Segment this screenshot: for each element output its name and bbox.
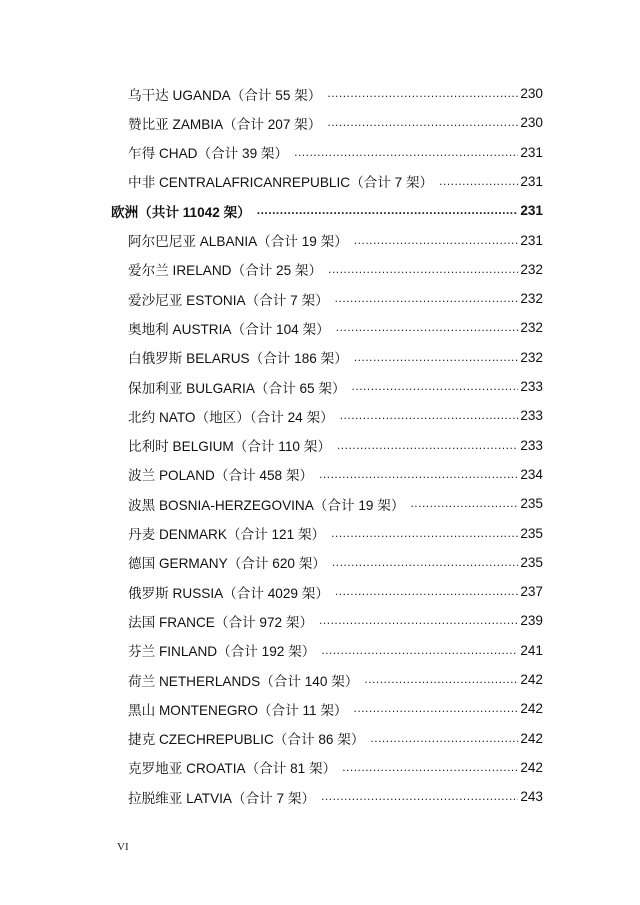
toc-section-europe[interactable] bbox=[111, 196, 543, 225]
toc-entry-label: 波兰 POLAND（合计 458 架） bbox=[128, 468, 314, 484]
toc-entry-page: 232 bbox=[520, 320, 543, 336]
toc-entry-label: 阿尔巴尼亚 ALBANIA（合计 19 架） bbox=[128, 234, 348, 249]
toc-entry-latvia[interactable] bbox=[128, 782, 543, 811]
toc-entry-page: 232 bbox=[520, 261, 543, 277]
toc-entry-page: 237 bbox=[520, 584, 543, 600]
toc-entry-page: 235 bbox=[520, 554, 543, 570]
toc-entry-central-african-republic[interactable] bbox=[128, 167, 543, 196]
toc-entry-label: 中非 CENTRALAFRICANREPUBLIC（合计 7 架） bbox=[128, 175, 434, 191]
toc-entry-chad[interactable] bbox=[128, 138, 543, 167]
toc-leader-dots bbox=[328, 255, 518, 284]
toc-entry-label: 丹麦 DENMARK（合计 121 架） bbox=[128, 527, 326, 542]
toc-entry-page: 232 bbox=[520, 291, 543, 307]
toc-entry-label: 乍得 CHAD（合计 39 架） bbox=[128, 146, 289, 162]
toc-entry-page: 243 bbox=[520, 789, 543, 805]
toc-entry-uganda[interactable] bbox=[128, 79, 543, 108]
toc-entry-russia[interactable] bbox=[128, 577, 543, 606]
toc-section-label: 欧洲（共计 11042 架） bbox=[111, 204, 251, 220]
toc-entry-page: 242 bbox=[520, 701, 543, 717]
toc-leader-dots bbox=[327, 108, 518, 137]
toc-entry-czech-republic[interactable] bbox=[128, 724, 543, 753]
toc-leader-dots bbox=[335, 577, 518, 606]
toc-entry-page: 234 bbox=[520, 466, 543, 482]
toc-leader-dots bbox=[340, 401, 519, 430]
toc-entry-label: 白俄罗斯 BELARUS（合计 186 架） bbox=[128, 351, 348, 367]
toc-leader-dots bbox=[337, 431, 518, 460]
toc-entry-label: 乌干达 UGANDA（合计 55 架） bbox=[128, 87, 322, 103]
toc-entry-label: 德国 GERMANY（合计 620 架） bbox=[128, 556, 326, 572]
toc-entry-page: 235 bbox=[520, 525, 543, 541]
toc-entry-montenegro[interactable] bbox=[128, 694, 543, 723]
toc-entry-nato[interactable] bbox=[128, 401, 543, 430]
toc-entry-page: 230 bbox=[520, 86, 543, 101]
toc-leader-dots bbox=[319, 606, 518, 635]
toc-entry-ireland[interactable] bbox=[128, 255, 543, 284]
toc-entry-label: 奥地利 AUSTRIA（合计 104 架） bbox=[128, 321, 330, 337]
toc-entry-label: 克罗地亚 CROATIA（合计 81 架） bbox=[128, 761, 337, 777]
toc-entry-label: 捷克 CZECHREPUBLIC（合计 86 架） bbox=[128, 732, 365, 748]
toc-leader-dots bbox=[354, 694, 519, 723]
toc-entry-page: 231 bbox=[520, 173, 543, 189]
toc-entry-label: 黑山 MONTENEGRO（合计 11 架） bbox=[128, 702, 348, 718]
toc-entry-label: 芬兰 FINLAND（合计 192 架） bbox=[128, 644, 316, 660]
toc-entry-page: 230 bbox=[520, 115, 543, 131]
toc-entry-label: 比利时 BELGIUM（合计 110 架） bbox=[128, 439, 331, 455]
toc-leader-dots bbox=[370, 724, 518, 753]
toc-leader-dots bbox=[354, 226, 519, 255]
toc-entry-bosnia-herzegovina[interactable] bbox=[128, 489, 543, 518]
toc-entry-page: 232 bbox=[520, 349, 543, 365]
toc-entry-page: 242 bbox=[520, 730, 543, 746]
toc-entry-page: 231 bbox=[520, 232, 543, 248]
toc-leader-dots bbox=[321, 782, 518, 811]
toc-entry-label: 波黑 BOSNIA-HERZEGOVINA（合计 19 架） bbox=[128, 497, 405, 513]
toc-leader-dots bbox=[352, 372, 519, 401]
toc-leader-dots bbox=[364, 665, 518, 694]
toc-entry-label: 法国 FRANCE（合计 972 架） bbox=[128, 614, 314, 630]
toc-entry-france[interactable] bbox=[128, 606, 543, 635]
toc-leader-dots bbox=[257, 196, 519, 225]
toc-entry-austria[interactable] bbox=[128, 313, 543, 342]
toc-entry-estonia[interactable] bbox=[128, 284, 543, 313]
toc-entry-netherlands[interactable] bbox=[128, 665, 543, 694]
toc-leader-dots bbox=[321, 636, 518, 665]
toc-entry-poland[interactable] bbox=[128, 460, 543, 489]
toc-entry-label: 爱尔兰 IRELAND（合计 25 架） bbox=[128, 263, 323, 279]
toc-leader-dots bbox=[335, 284, 519, 313]
toc-leader-dots bbox=[336, 313, 519, 342]
toc-leader-dots bbox=[332, 548, 518, 577]
toc-entry-label: 拉脱维亚 LATVIA（合计 7 架） bbox=[128, 790, 316, 806]
toc-leader-dots bbox=[294, 138, 518, 167]
toc-leader-dots bbox=[327, 79, 518, 108]
toc-entry-label: 荷兰 NETHERLANDS（合计 140 架） bbox=[128, 673, 359, 689]
toc-leader-dots bbox=[331, 519, 518, 548]
toc-entry-page: 235 bbox=[520, 496, 543, 512]
toc-entry-label: 爱沙尼亚 ESTONIA（合计 7 架） bbox=[128, 292, 329, 308]
toc-entry-page: 242 bbox=[520, 672, 543, 687]
toc-entry-page: 242 bbox=[520, 759, 543, 775]
toc-entry-page: 241 bbox=[520, 642, 543, 658]
toc-entry-label: 赞比亚 ZAMBIA（合计 207 架） bbox=[128, 116, 322, 132]
toc-entry-belgium[interactable] bbox=[128, 431, 543, 460]
toc-entry-bulgaria[interactable] bbox=[128, 372, 543, 401]
toc-entry-albania[interactable] bbox=[128, 226, 543, 255]
toc-entry-label: 俄罗斯 RUSSIA（合计 4029 架） bbox=[128, 585, 329, 601]
toc-entry-germany[interactable] bbox=[128, 548, 543, 577]
toc-entry-page: 233 bbox=[520, 379, 543, 394]
toc-entry-croatia[interactable] bbox=[128, 753, 543, 782]
toc-leader-dots bbox=[439, 167, 518, 196]
toc-entry-page: 233 bbox=[520, 408, 543, 424]
toc-entry-label: 北约 NATO（地区）（合计 24 架） bbox=[128, 409, 334, 425]
toc-section-page: 231 bbox=[520, 203, 543, 219]
toc-leader-dots bbox=[319, 460, 518, 489]
page-number: VI bbox=[117, 841, 129, 853]
toc-entry-label: 保加利亚 BULGARIA（合计 65 架） bbox=[128, 380, 346, 396]
toc-entry-belarus[interactable] bbox=[128, 343, 543, 372]
toc-entry-finland[interactable] bbox=[128, 636, 543, 665]
toc-entry-zambia[interactable] bbox=[128, 108, 543, 137]
toc-leader-dots bbox=[410, 489, 518, 518]
toc-entry-denmark[interactable] bbox=[128, 519, 543, 548]
toc-entry-page: 231 bbox=[520, 144, 543, 160]
toc-entry-page: 239 bbox=[520, 613, 543, 629]
toc-leader-dots bbox=[354, 343, 518, 372]
toc-entry-page: 233 bbox=[520, 437, 543, 453]
toc-leader-dots bbox=[342, 753, 518, 782]
